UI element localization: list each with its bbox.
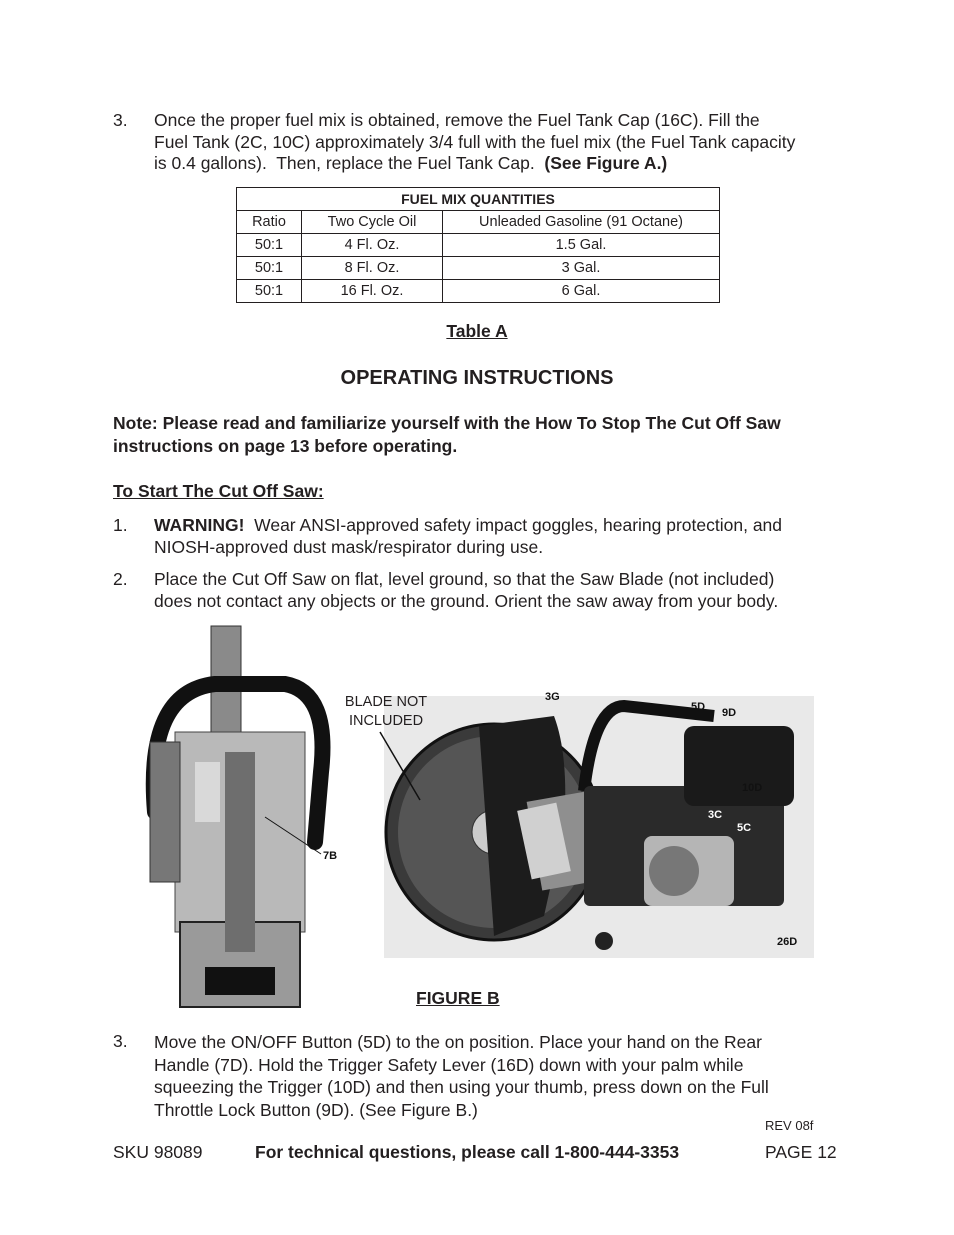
start-step-paragraph	[154, 1031, 854, 1121]
figure-caption: FIGURE B	[416, 988, 500, 1008]
callout-label: 10D	[742, 782, 763, 794]
table-header-row	[237, 211, 720, 234]
step-number: 1.	[113, 515, 128, 535]
text-line: Once the proper fuel mix is obtained, remove the Fuel Tank Cap (16C). Fill the	[154, 110, 760, 130]
figure-reference: (See Figure A.)	[544, 153, 668, 173]
warning-step-paragraph	[154, 515, 854, 558]
text-line: NIOSH-approved dust mask/respirator during use.	[154, 536, 544, 557]
page-number: PAGE 12	[765, 1142, 837, 1162]
table-cell: 1.5 Gal.	[443, 234, 720, 257]
text-span: Wear ANSI-approved safety impact goggles, hearing protection, and	[244, 515, 783, 535]
step-number: 2.	[113, 569, 128, 589]
table-row	[237, 234, 720, 257]
table-cell: 50:1	[237, 257, 302, 280]
revision-label: REV 08f	[765, 1118, 814, 1133]
table-row	[237, 257, 720, 280]
table-caption: Table A	[446, 321, 508, 341]
column-header: Ratio	[237, 211, 302, 234]
support-phone-text: For technical questions, please call 1-800-444-3353	[255, 1142, 680, 1162]
text-line: Place the Cut Off Saw on flat, level ground, so that the Saw Blade (not included)	[154, 569, 775, 589]
text-line: Note: Please read and familiarize yourself with the How To Stop The Cut Off Saw	[113, 413, 781, 433]
text-line: INCLUDED	[348, 713, 424, 729]
table-cell: 4 Fl. Oz.	[302, 234, 443, 257]
text-span: is 0.4 gallons). Then, replace the Fuel Tank Cap.	[154, 153, 545, 173]
callout-label: 5C	[737, 822, 752, 834]
callout-label: 7B	[323, 850, 338, 862]
callout-label: 5D	[691, 701, 706, 713]
text-line	[154, 515, 854, 537]
text-line: squeezing the Trigger (10D) and then using your thumb, press down on the Full	[154, 1077, 769, 1097]
column-header: Two Cycle Oil	[302, 211, 443, 234]
sku-label: SKU 98089	[113, 1142, 203, 1162]
operating-note	[113, 412, 781, 458]
blade-label	[343, 693, 429, 731]
warning-label: WARNING!	[154, 515, 245, 535]
table-cell: 6 Gal.	[443, 280, 720, 303]
leader-line	[370, 730, 430, 805]
placement-step-paragraph	[154, 569, 854, 612]
text-line: Fuel Tank (2C, 10C) approximately 3/4 full with the fuel mix (the Fuel Tank capacity	[154, 131, 796, 152]
callout-label: 3G	[545, 691, 560, 703]
fuel-step-paragraph	[154, 110, 854, 175]
table-cell: 3 Gal.	[443, 257, 720, 280]
section-title: OPERATING INSTRUCTIONS	[340, 367, 614, 389]
table-cell: 8 Fl. Oz.	[302, 257, 443, 280]
column-header: Unleaded Gasoline (91 Octane)	[443, 211, 720, 234]
callout-label: 9D	[722, 707, 737, 719]
subheading: To Start The Cut Off Saw:	[113, 481, 324, 501]
callout-label: 3C	[708, 809, 723, 821]
step-number: 3.	[113, 110, 128, 130]
table-row	[237, 280, 720, 303]
saw-rear-view-photo	[125, 622, 340, 1017]
text-line: Move the ON/OFF Button (5D) to the on position. Place your hand on the Rear	[154, 1032, 762, 1052]
table-cell: 50:1	[237, 234, 302, 257]
text-line: instructions on page 13 before operating.	[113, 436, 458, 456]
fuel-mix-table	[236, 187, 720, 303]
callout-label: 26D	[777, 936, 798, 948]
text-line: Throttle Lock Button (9D). (See Figure B.)	[154, 1099, 478, 1120]
step-number: 3.	[113, 1031, 128, 1051]
text-line: Handle (7D). Hold the Trigger Safety Lever (16D) down with your palm while	[154, 1054, 744, 1075]
table-title: FUEL MIX QUANTITIES	[237, 188, 720, 211]
text-line: BLADE NOT	[344, 694, 428, 710]
table-cell: 16 Fl. Oz.	[302, 280, 443, 303]
text-line: does not contact any objects or the ground. Orient the saw away from your body.	[154, 590, 779, 611]
table-cell: 50:1	[237, 280, 302, 303]
text-line	[154, 153, 854, 175]
